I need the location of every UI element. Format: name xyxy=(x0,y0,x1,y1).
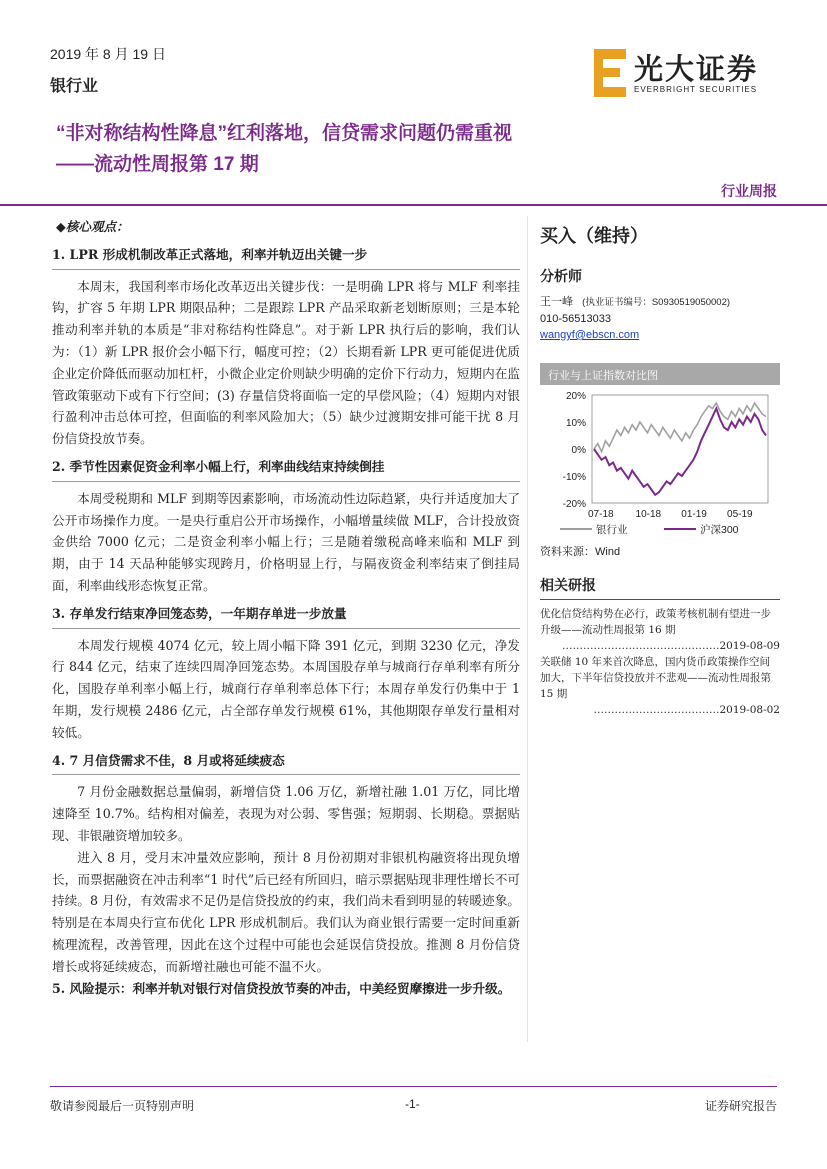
y-tick-label: 20% xyxy=(565,391,586,402)
x-tick-label: 10-18 xyxy=(635,509,662,520)
analyst-phone: 010-56513033 xyxy=(540,313,611,325)
logo-mark-icon xyxy=(590,45,630,101)
analyst-info xyxy=(540,294,780,343)
header-divider xyxy=(0,204,827,206)
section-heading-1: 1. LPR 形成机制改革正式落地，利率并轨迈出关键一步 xyxy=(52,244,520,270)
y-tick-label: 0% xyxy=(571,445,586,456)
logo-cn-text: 光大证券 xyxy=(634,52,759,86)
footer-disclaimer: 敬请参阅最后一页特别声明 xyxy=(50,1099,195,1113)
footer-report-label: 证券研究报告 xyxy=(704,1099,777,1113)
analyst-title: 分析师 xyxy=(540,268,582,284)
core-label: ◆核心观点： xyxy=(56,219,129,234)
y-tick-label: -20% xyxy=(562,499,586,510)
section-4-paragraph-2: 进入 8 月，受月末冲量效应影响，预计 8 月份初期对非银机构融资将出现负增长，而票据融资在冲击利率“1 时代”后已经有所回归，暗示票据贴现非理性增长不可持续。8 月份，有效需求不足仍是信贷投放的约束，我们尚未看到明显的转暖迹象。特别是在本周央行宣布优化 LPR 形成机制后。我们认为商业银行需要一定时间重新梳理流程，改善管理，因此在这个过程中可能也会延误信贷投放。推测 8 月份信贷增长或将延续疲态，而新增社融也可能不温不火。 xyxy=(52,849,520,974)
rating: 买入（维持） xyxy=(540,226,648,246)
section-heading-2: 2. 季节性因素促资金利率小幅上行，利率曲线结束持续倒挂 xyxy=(52,456,520,482)
section-2-paragraph: 本周受税期和 MLF 到期等因素影响，市场流动性边际趋紧，央行并适度加大了公开市场操作力度。一是央行重启公开市场操作，小幅增量续做 MLF，合计投放资金供给 7000 亿元；二是资金利率小幅上行；三是随着缴税高峰来临和 MLF 到期，由于 14 天品种能够实现跨月，价格明显上行，与隔夜资金利率结束了倒挂局面，利率曲线形态恢复正常。 xyxy=(52,490,520,593)
page-number: -1- xyxy=(405,1097,420,1111)
everbright-logo xyxy=(590,45,780,101)
chart-header: 行业与上证指数对比图 xyxy=(540,363,780,385)
legend-label: 银行业 xyxy=(596,524,628,536)
related-report-item[interactable]: 关联储 10 年来首次降息，国内货币政策操作空间加大，下半年信贷投放并不悲观——流动性周报第 15 期 ………………………………2019-08-02 xyxy=(540,656,780,716)
legend-label: 沪深300 xyxy=(700,524,739,536)
y-tick-label: -10% xyxy=(562,472,586,483)
series-line-hs300 xyxy=(594,409,766,495)
related-divider xyxy=(540,599,780,600)
analyst-name: 王一峰 xyxy=(540,296,573,308)
report-date: 2019 年 8 月 19 日 xyxy=(50,46,166,62)
section-heading-3: 3. 存单发行结束净回笼态势，一年期存单进一步放量 xyxy=(52,603,520,629)
report-title: “非对称结构性降息”红利落地，信贷需求问题仍需重视 xyxy=(56,123,513,144)
chart-source: 资料来源：Wind xyxy=(540,546,621,558)
report-type: 行业周报 xyxy=(721,183,777,199)
x-tick-label: 07-18 xyxy=(588,509,614,520)
sector-label: 银行业 xyxy=(50,78,99,95)
diamond-bullet-icon: ◆ xyxy=(56,219,66,234)
core-views xyxy=(52,216,520,999)
logo-en-text: EVERBRIGHT SECURITIES xyxy=(634,85,758,94)
column-divider xyxy=(527,216,528,1042)
related-reports xyxy=(540,606,780,718)
section-heading-4: 4. 7 月信贷需求不佳，8 月或将延续疲态 xyxy=(52,750,520,776)
analyst-email[interactable]: wangyf@ebscn.com xyxy=(540,329,640,341)
section-1-paragraph: 本周末，我国利率市场化改革迈出关键步伐：一是明确 LPR 将与 MLF 利率挂钩，扩容 5 年期 LPR 期限品种；二是跟踪 LPR 产品采取新老划断原则；三是本轮推动利率并轨的本质是“非对称结构性降息”。对于新 LPR 执行后的影响，我们认为：（1）新 LPR 报价会小幅下行，幅度可控；（2）长期看新 LPR 更可能促进优质企业定价降低而驱动加杠杆，小微企业定价则缺少明确的定价下行动力，短期内在监管政策驱动下或有下行空间；(3) 存量信贷将面临一定的早偿风险；（4）短期内对银行盈利冲击总体可控，但面临的利率风险加大；（5）缺少过渡期安排可能干扰 8 月份信贷投放节奏。 xyxy=(52,278,520,447)
risk-warning: 5. 风险提示：利率并轨对银行对信贷投放节奏的冲击，中美经贸摩擦进一步升级。 xyxy=(52,980,511,996)
analyst-license: (执业证书编号：S0930519050002) xyxy=(582,297,731,308)
y-tick-label: 10% xyxy=(565,418,586,429)
section-3-paragraph: 本周发行规模 4074 亿元，较上周小幅下降 391 亿元，到期 3230 亿元，净发行 844 亿元，结束了连续四周净回笼态势。本周国股存单与城商行存单利率有所分化，国股存单利率小幅上行，城商行存单利率总体下行；本周存单发行仍集中于 1 年期，发行规模 2486 亿元，占全部存单发行规模 61%，其他期限存单发行量相对较低。 xyxy=(52,637,520,740)
chart-svg xyxy=(540,385,780,540)
x-tick-label: 01-19 xyxy=(681,509,707,520)
footer-divider xyxy=(50,1086,777,1087)
index-chart xyxy=(540,363,780,545)
report-subtitle: ——流动性周报第 17 期 xyxy=(56,154,259,175)
related-report-item[interactable]: 优化信贷结构势在必行，政策考核机制有望进一步升级——流动性周报第 16 期 ………………………………………2019-08-09 xyxy=(540,608,780,652)
series-line-bank xyxy=(594,403,766,452)
section-4-paragraph-1: 7 月份金融数据总量偏弱，新增信贷 1.06 万亿，新增社融 1.01 万亿，同比增速降至 10.7%。结构相对偏差，表现为对公弱、零售强；短期弱、长期稳。票据贴现、非银融资增加较多。 xyxy=(52,784,520,843)
x-tick-label: 05-19 xyxy=(727,509,753,520)
sidebar xyxy=(540,222,780,718)
related-title: 相关研报 xyxy=(540,577,596,593)
